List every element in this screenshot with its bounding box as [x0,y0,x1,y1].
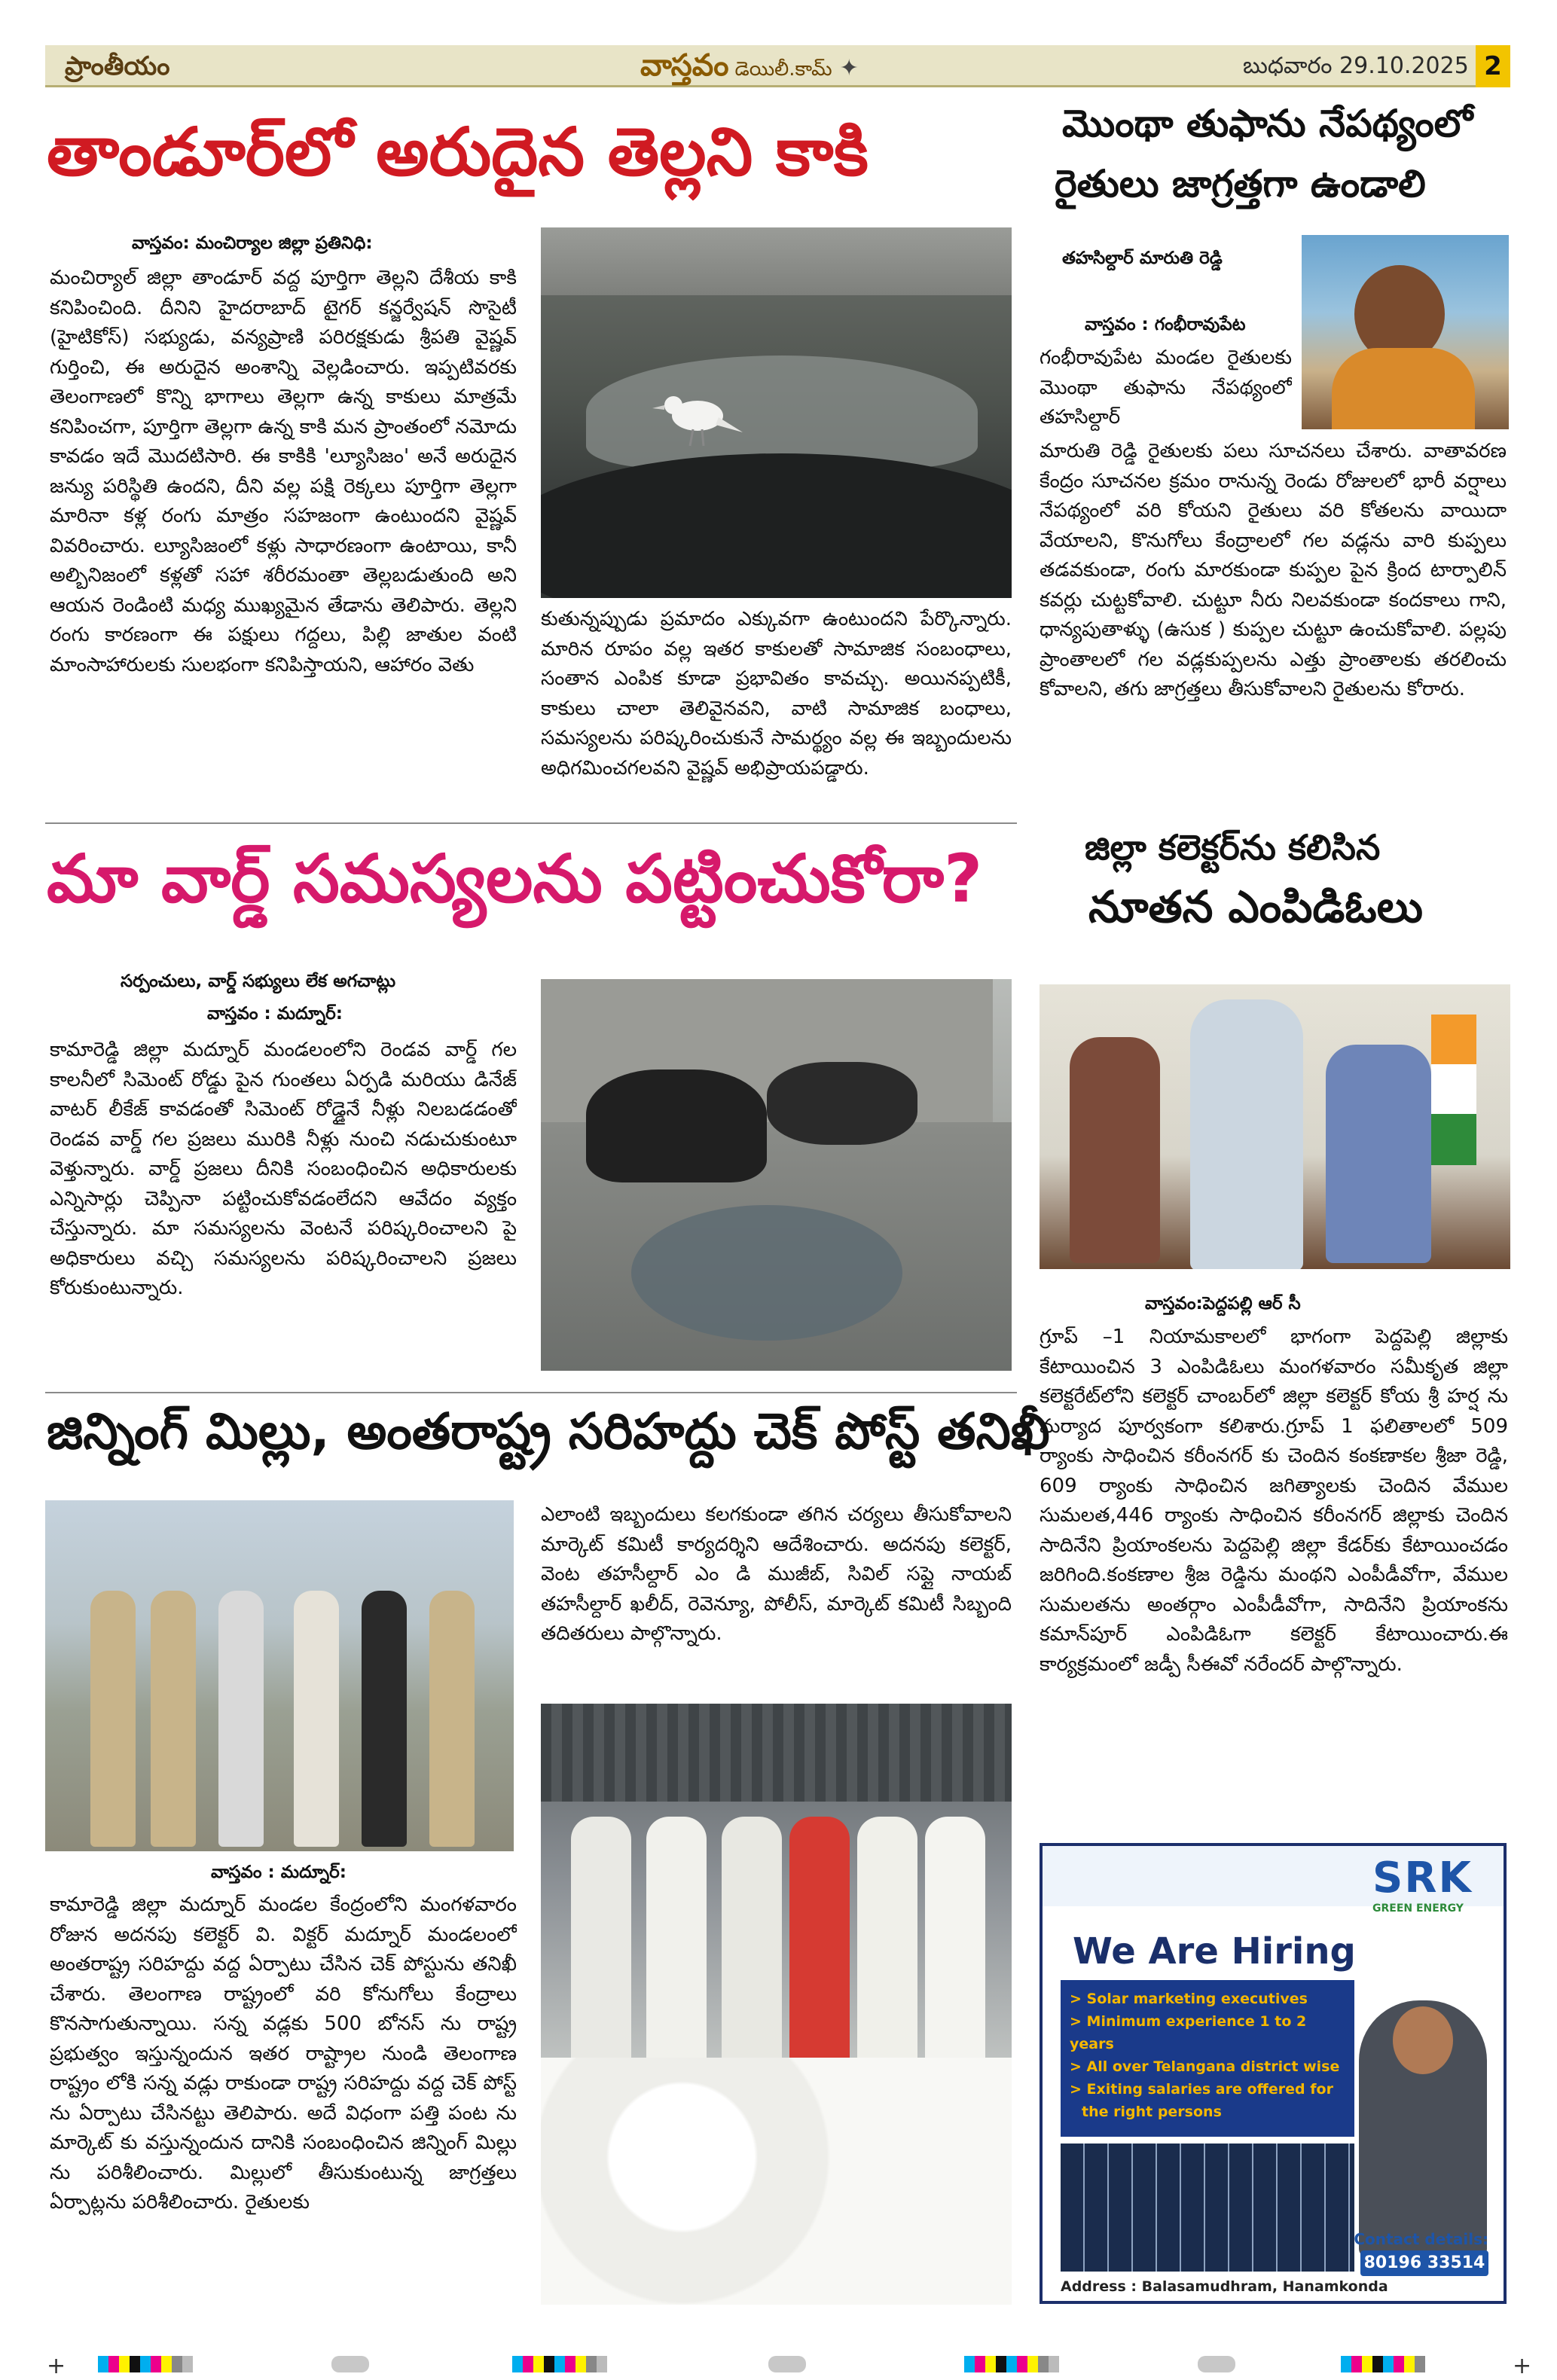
registration-pill [768,2356,806,2372]
story2-credit: వాస్తవం : గంభీరావుపేట [1085,315,1246,334]
story2-headline-line2: రైతులు జాగ్రత్తగా ఉండాలి [1055,162,1426,206]
ad-address: Address : Balasamudhram, Hanamkonda [1061,2278,1388,2295]
story3-headline: మా వార్డ్ సమస్యలను పట్టించుకోరా? [47,840,983,917]
ad-point: the right persons [1082,2104,1222,2120]
bird-icon: ✦ [839,55,859,81]
page-header [45,45,1510,87]
story4-headline-line2: నూతన ఎంపిడిఓలు [1088,881,1423,932]
ginning-mill-photo [541,1704,1012,2305]
registration-mark: + [1513,2353,1532,2379]
story5-headline: జిన్నింగ్ మిల్లు, అంతరాష్ట్ర సరిహద్దు చెక్ పోస్ట్ తనిఖీ [47,1402,1050,1460]
ad-model-image [1359,2000,1487,2256]
tahsildar-caption: తహసిల్దార్ మారుతి రెడ్డి [1062,249,1223,268]
ad-point: > Solar marketing executives [1070,1991,1308,2007]
ad-contact-label: Contact details: [1354,2230,1488,2248]
story1-headline: తాండూర్‌లో అరుదైన తెల్లని కాకి [47,113,869,191]
divider [45,1392,1017,1393]
story2-body-top: గంభీరావుపేట మండల రైతులకు మొంథా తుఫాను నేపథ్యంలో తహసిల్దార్ [1040,346,1292,429]
story5-body-right: ఎలాంటి ఇబ్బందులు కలగకుండా తగిన చర్యలు తీసుకోవాలని మార్కెట్ కమిటీ కార్యదర్శిని ఆదేశించారు. అదనపు కలెక్టర్, వెంట తహసీల్దార్ ఎం డి ముజీబ్, సివిల్ సప్లై నాయబ్ తహసీల్దార్ ఖలీద్, రెవెన్యూ, పోలీస్, మార్కెట్ కమిటీ సిబ్బంది తదితరులు పాల్గొన్నారు. [541,1503,1012,1645]
ad-point: > Minimum experience 1 to 2 years [1070,2013,1307,2052]
registration-mark: + [47,2353,66,2379]
story4-body: గ్రూప్ –1 నియామకాలలో భాగంగా పెద్దపెల్లి జిల్లాకు కేటాయించిన 3 ఎంపిడిఓలు మంగళవారం సమీకృత జిల్లా కలెక్టరేట్‌లోని కలెక్టర్ చాంబర్‌లో జిల్లా కలెక్టర్ కోయ శ్రీ హర్ష ను మర్యాద పూర్వకంగా కలిశారు.గ్రూప్ 1 ఫలితాలలో 509 ర్యాంకు సాధించిన కరీంనగర్ కు చెందిన కంకణాకల శ్రీజా రెడ్డి, 609 ర్యాంకు సాధించిన జగిత్యాలకు చెందిన వేముల సుమలత,446 ర్యాంకు సాధించిన కరీంనగర్ జిల్లాకు చెందిన సాదినేని ప్రియాంకలను పెద్దపెల్లి జిల్లా కేడర్‌కు కేటాయించడం జరిగింది.కంకణాల శ్రీజ రెడ్డిను మంథని ఎంపీడీవోగా, వేముల సుమలతను అంతర్గాం ఎంపీడీవోగా, సాదినేని ప్రియాంకను కమాన్‌పూర్ ఎంపిడిఓగా కలెక్టర్ కేటాయించారు.ఈ కార్యక్రమంలో జడ్పీ సీఈవో నరేందర్ పాల్గొన్నారు. [1040,1326,1508,1676]
ad-brand: SRK [1372,1854,1473,1902]
srk-logo [1372,1854,1485,1921]
ad-phone: 80196 33514 [1360,2250,1488,2276]
ad-point: > Exiting salaries are offered for [1070,2081,1333,2098]
issue-date: బుధవారం 29.10.2025 [1243,53,1469,79]
story3-body: కామారెడ్డి జిల్లా మద్నూర్ మండలంలోని రెండవ వార్డ్ గల కాలనీలో సిమెంట్ రోడ్డు పైన గుంతలు ఏర్పడి మరియు డినేజ్ వాటర్ లీకేజ్ కావడంతో సిమెంట్ రోడ్డైనే నీళ్లు నిలబడడంతో రెండవ వార్డ్ గల ప్రజలు మురికి నీళ్లు నుంచి నడుచుకుంటూ వెళ్తున్నారు. వార్డ్ ప్రజలు దీనికి సంబంధించిన అధికారులకు ఎన్నిసార్లు చెప్పినా పట్టించుకోవడంలేదని ఆవేదం వ్యక్తం చేస్తున్నారు. మా సమస్యలను వెంటనే పరిష్కరించాలని పై అధికారులు వచ్చి సమస్యలను పరిష్కరించాలని ప్రజలు కోరుకుంటున్నారు. [50,1039,517,1299]
story1-body-right: కుతున్నప్పుడు ప్రమాదం ఎక్కువగా ఉంటుందని పేర్కొన్నారు. మారిన రూపం వల్ల ఇతర కాకులతో సామాజిక సంబంధాలు, సంతాన ఎంపిక కూడా ప్రభావితం కావచ్చు. అయినప్పటికీ, కాకులు చాలా తెలివైనవని, వాటి సామాజిక బంధాలు, సమస్యలను పరిష్కరించుకునే సామర్థ్యం వల్ల ఈ ఇబ్బందులను అధిగమించగలవని వైష్ణవ్ అభిప్రాయపడ్డారు. [541,608,1012,780]
page-number: 2 [1476,45,1510,87]
story3-subhead: సర్పంచులు, వార్డ్ సభ్యులు లేక అగచాట్లు [121,972,396,991]
story3-credit: వాస్తవం : మద్నూర్: [207,1004,343,1024]
registration-pill [331,2356,369,2372]
mpdo-collector-photo [1040,984,1510,1269]
color-bar [512,2356,607,2372]
divider [45,822,1017,824]
story4-credit: వాస్తవం:పెద్దపల్లి ఆర్ సీ [1145,1294,1301,1314]
story1-credit: వాస్తవం: మంచిర్యాల జిల్లా ప్రతినిధి: [132,233,373,253]
masthead-subtitle: డెయిలీ.కామ్ [734,58,832,81]
color-bar [964,2356,1059,2372]
color-bar [1341,2356,1425,2372]
ward-road-photo [541,979,1012,1371]
story5-credit: వాస్తవం : మద్నూర్: [211,1863,347,1882]
section-label: ప్రాంతీయం [65,51,170,81]
registration-pill [1198,2356,1235,2372]
ad-title: We Are Hiring [1073,1930,1356,1973]
story4-headline-line1: జిల్లా కలెక్టర్‌ను కలిసిన [1085,827,1381,868]
ad-brand-sub: GREEN ENERGY [1372,1902,1464,1915]
story5-body-left: కామారెడ్డి జిల్లా మద్నూర్ మండల కేంద్రంలోని మంగళవారం రోజున అదనపు కలెక్టర్ వి. విక్టర్ మద్నూర్ మండలంలో అంతరాష్ట్ర సరిహద్దు వద్ద ఏర్పాటు చేసిన చెక్ పోస్టును తనిఖీ చేశారు. తెలంగాణ రాష్ట్రంలో వరి కోనుగోలు కేంద్రాలు కొనసాగుతున్నాయి. సన్న వడ్లకు 500 బోనస్ ను రాష్ట్ర ప్రభుత్వం ఇస్తున్నందున ఇతర రాష్ట్రాల నుండి తెలంగాణ రాష్ట్రం లోకి సన్న వడ్లు రాకుండా రాష్ట్ర సరిహద్దు వద్ద చెక్ పోస్ట్ ను ఏర్పాటు చేసినట్టు తెలిపారు. అదే విధంగా పత్తి పంట ను మార్కెట్ కు వస్తున్నందున దానికి సంబంధించిన జిన్నింగ్ మిల్లు ను పరిశీలించారు. మిల్లులో తీసుకుంటున్న జాగ్రత్తలు ఏర్పాట్లను పరిశీలించారు. రైతులకు [50,1893,517,2214]
hiring-advertisement [1040,1843,1507,2304]
story2-body: మారుతి రెడ్డి రైతులకు పలు సూచనలు చేశారు. వాతావరణ కేంద్రం సూచనల క్రమం రానున్న రెండు రోజులలో భారీ వర్షాలు నేపథ్యంలో వరి కోయని రైతులు వరి కోతలను వాయిదా వేయాలని, కొనుగోలు కేంద్రాలలో గల వడ్లను వారి కుప్పలు తడవకుండా, రంగు మారకుండా కుప్పల పైన క్రింద టార్పాలిన్ కవర్లు చుట్టకోవాలి. చుట్టూ నీరు నిలవకుండా కందకాలు గాని, ధాన్యపుతాళ్ళు (ఉసుక ) కుప్పల చుట్టూ ఉంచుకోవాలి. పల్లపు ప్రాంతాలలో గల వడ్లకుప్పలను ఎత్తు ప్రాంతాలకు తరలించు కోవాలని, తగు జాగ్రత్తలు తీసుకోవాలని రైతులను కోరారు. [1040,440,1507,700]
tahsildar-photo [1302,235,1509,429]
ad-points [1061,1980,1354,2137]
masthead [640,48,859,90]
solar-panel-image [1061,2144,1354,2272]
story2-headline-line1: మొంథా తుఫాను నేపథ్యంలో [1062,102,1473,145]
story1-body-left: మంచిర్యాల్ జిల్లా తాండూర్ వద్ద పూర్తిగా తెల్లని దేశీయ కాకి కనిపించింది. దీనిని హైదరాబాద్ టైగర్ కన్జర్వేషన్ సొసైటీ (హైటికోస్) సభ్యుడు, వన్యప్రాణి పరిరక్షకుడు శ్రీపతి వైష్ణవ్ గుర్తించి, ఈ అరుదైన అంశాన్ని వెల్లడించారు. ఇప్పటివరకు తెలంగాణలో కొన్ని భాగాలు తెల్లగా ఉన్న కాకులు మాత్రమే కనిపించగా, పూర్తిగా తెల్లగా ఉన్న కాకి మన ప్రాంతంలో నమోదు కావడం ఇదే మొదటిసారి. ఈ కాకికి 'ల్యూసిజం' అనే అరుదైన జన్యు పరిస్థితి ఉందని, దీని వల్ల పక్షి రెక్కలు పూర్తిగా తెల్లగా మారినా కళ్ల రంగు మాత్రం సహజంగా ఉంటుందని వైష్ణవ్ వివరించారు. ల్యూసిజంలో కళ్లు సాధారణంగా ఉంటాయి, కానీ అల్బినిజంలో కళ్లతో సహా శరీరమంతా తెల్లబడుతుంది అని ఆయన రెండింటి మధ్య ముఖ్యమైన తేడాను తెలిపారు. తెల్లని రంగు కారణంగా ఈ పక్షులు గద్దలు, పిల్లి జాతుల వంటి మాంసాహారులకు సులభంగా కనిపిస్తాయని, ఆహారం వెతు [50,267,517,676]
color-bar [98,2356,193,2372]
check-post-photo [45,1500,514,1851]
ad-point: > All over Telangana district wise [1070,2058,1340,2075]
white-crow-photo [541,227,1012,598]
masthead-title: వాస్తవం [640,48,729,83]
